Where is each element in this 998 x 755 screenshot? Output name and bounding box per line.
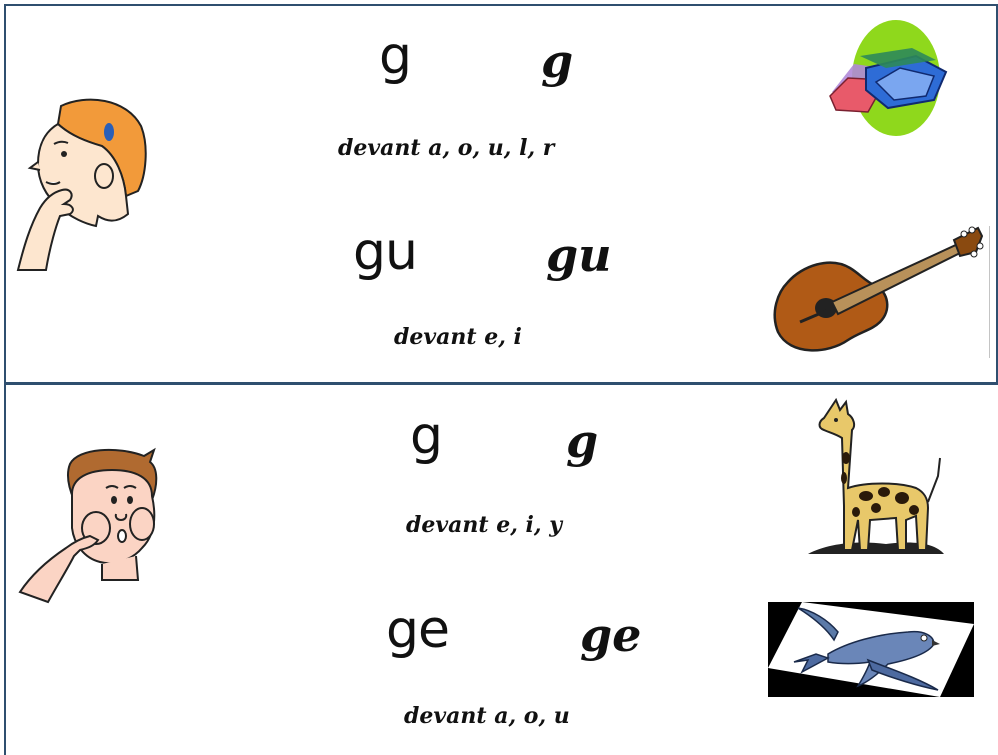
eraser-icon	[826, 20, 952, 138]
rule-text: devant a, o, u, l, r	[338, 135, 555, 161]
cursive-digraph-gu: gu	[546, 228, 612, 282]
print-digraph-ge: ge	[386, 600, 449, 660]
giraffe-icon	[806, 398, 946, 560]
cheek-touch-child-icon	[18, 444, 164, 604]
flying-bird-icon	[768, 602, 974, 697]
guitar-icon	[768, 222, 990, 358]
print-letter-g: g	[379, 26, 412, 86]
cursive-digraph-ge: ge	[580, 608, 642, 662]
cursive-letter-g: g	[566, 414, 599, 468]
cursive-letter-g: g	[541, 34, 574, 88]
print-letter-g: g	[410, 406, 443, 466]
print-digraph-gu: gu	[353, 222, 417, 282]
rule-text: devant e, i	[394, 324, 522, 350]
throat-touch-child-icon	[16, 96, 151, 272]
rule-text: devant e, i, y	[406, 512, 563, 538]
rule-text: devant a, o, u	[404, 703, 570, 729]
